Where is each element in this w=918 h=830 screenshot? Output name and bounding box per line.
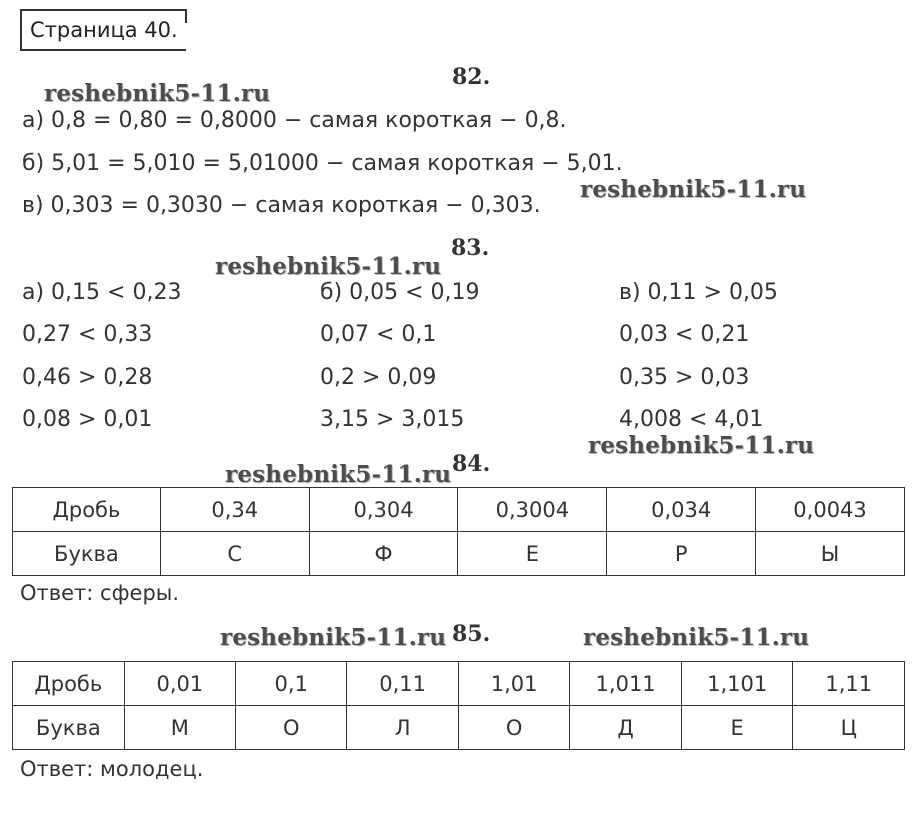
letter-cell: С [160,532,309,576]
task-83-c-1: в) 0,11 > 0,05 [619,280,778,305]
letter-cell: Ф [309,532,458,576]
letter-cell: М [124,706,235,750]
table-row-fractions [13,662,905,706]
fraction-cell: 0,304 [309,488,458,532]
fraction-cell: 0,3004 [458,488,607,532]
fraction-cell: 1,11 [793,662,905,706]
letter-cell: Ы [756,532,905,576]
row-header: Дробь [13,488,161,532]
fraction-cell: 1,011 [570,662,682,706]
fraction-cell: 1,101 [681,662,793,706]
task-82-line-a: а) 0,8 = 0,80 = 0,8000 − самая короткая − 0,8. [22,108,567,133]
row-header: Буква [13,706,125,750]
watermark: reshebnik5-11.ru [588,432,815,459]
task-83-c-2: 0,03 < 0,21 [619,322,750,347]
task-83-c-3: 0,35 > 0,03 [619,365,750,390]
task-83-b-4: 3,15 > 3,015 [320,407,465,432]
task-83-a-2: 0,27 < 0,33 [22,322,153,347]
letter-cell: Р [607,532,756,576]
task-83-a-1: а) 0,15 < 0,23 [22,280,182,305]
page-label-text: Страница 40. [30,18,178,42]
row-header: Буква [13,532,161,576]
task-83-a-3: 0,46 > 0,28 [22,365,153,390]
task-85-number: 85. [452,621,491,647]
watermark: reshebnik5-11.ru [583,624,810,651]
task-83-number: 83. [451,235,490,261]
watermark: reshebnik5-11.ru [225,461,452,488]
fraction-cell: 0,034 [607,488,756,532]
fraction-cell: 0,01 [124,662,235,706]
letter-cell: Ц [793,706,905,750]
task-84-answer: Ответ: сферы. [20,581,180,605]
task-82-line-c: в) 0,303 = 0,3030 − самая короткая − 0,303. [22,193,541,218]
fraction-cell: 1,01 [458,662,569,706]
table-row-fractions [13,488,905,532]
letter-cell: О [458,706,569,750]
row-header: Дробь [13,662,125,706]
watermark: reshebnik5-11.ru [44,80,271,107]
watermark: reshebnik5-11.ru [220,624,447,651]
task-85-table [12,661,905,750]
letter-cell: Д [570,706,682,750]
letter-cell: Л [347,706,458,750]
task-83-b-3: 0,2 > 0,09 [320,365,437,390]
task-83-a-4: 0,08 > 0,01 [22,407,153,432]
table-row-letters [13,532,905,576]
task-84-number: 84. [452,451,491,477]
page-label-tick [185,9,187,23]
watermark: reshebnik5-11.ru [580,176,807,203]
task-82-line-b: б) 5,01 = 5,010 = 5,01000 − самая короткая − 5,01. [22,151,623,176]
fraction-cell: 0,0043 [756,488,905,532]
task-83-b-2: 0,07 < 0,1 [320,322,437,347]
task-83-b-1: б) 0,05 < 0,19 [320,280,480,305]
watermark: reshebnik5-11.ru [215,253,442,280]
task-83-c-4: 4,008 < 4,01 [619,407,764,432]
task-84-table [12,487,905,576]
letter-cell: Е [458,532,607,576]
letter-cell: Е [681,706,793,750]
fraction-cell: 0,34 [160,488,309,532]
table-row-letters [13,706,905,750]
task-85-answer: Ответ: молодец. [20,757,204,781]
letter-cell: О [236,706,347,750]
fraction-cell: 0,1 [236,662,347,706]
page-label [20,9,186,51]
fraction-cell: 0,11 [347,662,458,706]
task-82-number: 82. [452,64,491,90]
